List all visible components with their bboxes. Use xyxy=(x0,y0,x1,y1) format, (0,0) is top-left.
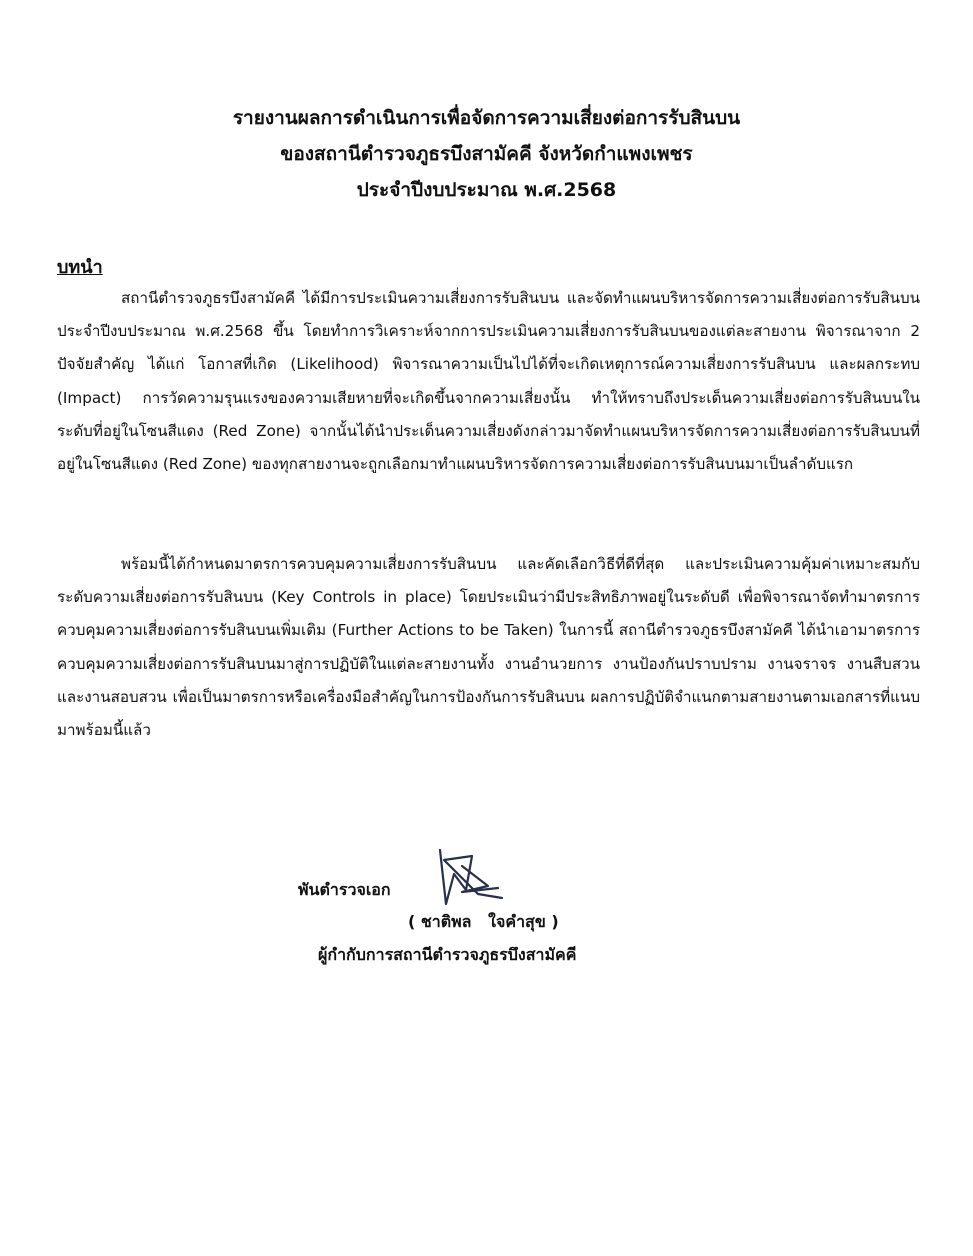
document-title xyxy=(0,100,973,208)
paragraph-1: สถานีตำรวจภูธรบึงสามัคคี ได้มีการประเมินความเสี่ยงการรับสินบน และจัดทำแผนบริหารจัดการความเสี่ยงต่อการรับสินบน ประจำปีงบประมาณ พ.ศ.2568 ขึ้น โดยทำการวิเคราะห์จากการประเมินความเสี่ยงการรับสินบนของแต่ละสายงาน พิจารณาจาก 2 ปัจจัยสำคัญ ได้แก่ โอกาสที่เกิด (Likelihood) พิจารณาความเป็นไปได้ที่จะเกิดเหตุการณ์ความเสี่ยงการรับสินบน และผลกระทบ (Impact) การวัดความรุนแรงของความเสียหายที่จะเกิดขึ้นจากความเสี่ยงนั้น ทำให้ทราบถึงประเด็นความเสี่ยงต่อการรับสินบนในระดับที่อยู่ในโซนสีแดง (Red Zone) จากนั้นได้นำประเด็นความเสี่ยงดังกล่าวมาจัดทำแผนบริหารจัดการความเสี่ยงต่อการรับสินบนที่อยู่ในโซนสีแดง (Red Zone) ของทุกสายงานจะถูกเลือกมาทำแผนบริหารจัดการความเสี่ยงต่อการรับสินบนมาเป็นลำดับแรก xyxy=(57,289,920,474)
intro-heading: บทนำ xyxy=(57,257,103,278)
signature-block xyxy=(0,840,973,980)
handwritten-signature xyxy=(432,846,512,908)
title-line-3: ประจำปีงบประมาณ พ.ศ.2568 xyxy=(356,179,617,201)
paragraph-2: พร้อมนี้ได้กำหนดมาตรการควบคุมความเสี่ยงการรับสินบน และคัดเลือกวิธีที่ดีที่สุด และประเมินความคุ้มค่าเหมาะสมกับระดับความเสี่ยงต่อการรับสินบน (Key Controls in place) โดยประเมินว่ามีประสิทธิภาพอยู่ในระดับดี เพื่อพิจารณาจัดทำมาตรการควบคุมความเสี่ยงต่อการรับสินบนเพิ่มเติม (Further Actions to be Taken) ในการนี้ สถานีตำรวจภูธรบึงสามัคคี ได้นำเอามาตรการควบคุมความเสี่ยงต่อการรับสินบนมาสู่การปฏิบัติในแต่ละสายงานทั้ง งานอำนวยการ งานป้องกันปราบปราม งานจราจร งานสืบสวน และงานสอบสวน เพื่อเป็นมาตรการหรือเครื่องมือสำคัญในการป้องกันการรับสินบน ผลการปฏิบัติจำแนกตามสายงานตามเอกสารที่แนบมาพร้อมนี้แล้ว xyxy=(57,555,920,740)
title-line-1: รายงานผลการดำเนินการเพื่อจัดการความเสี่ยงต่อการรับสินบน xyxy=(232,107,741,129)
title-line-2: ของสถานีตำรวจภูธรบึงสามัคคี จังหวัดกำแพงเพชร xyxy=(280,143,693,165)
signer-rank: พันตำรวจเอก xyxy=(298,880,391,899)
signer-position: ผู้กำกับการสถานีตำรวจภูธรบึงสามัคคี xyxy=(318,945,577,964)
signer-name: ( ชาติพล ใจคำสุข ) xyxy=(408,912,559,931)
